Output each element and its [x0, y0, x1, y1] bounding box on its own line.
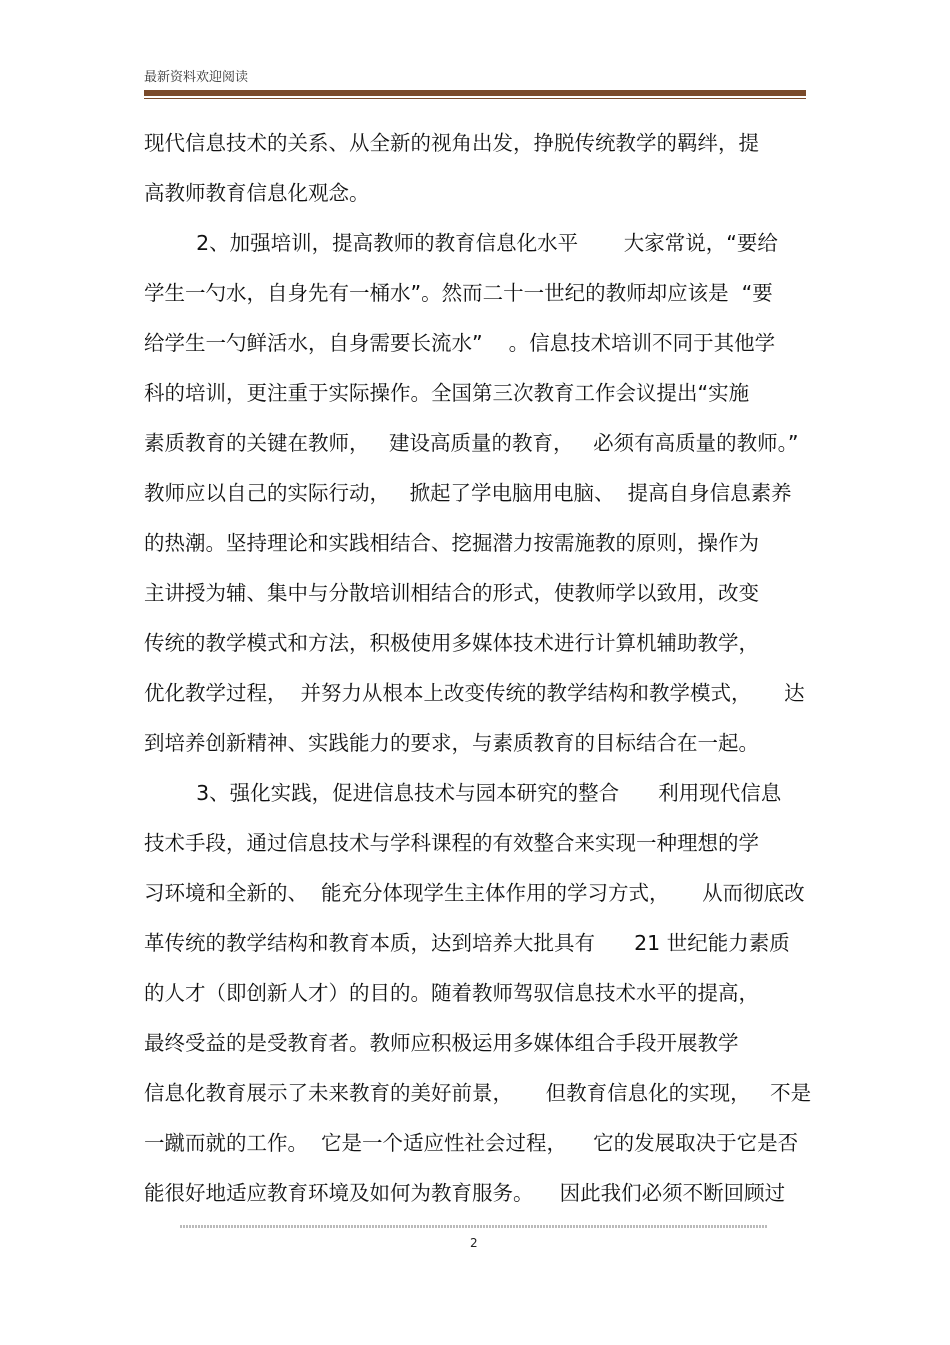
body-line: 主讲授为辅、集中与分散培训相结合的形式，使教师学以致用，改变 — [144, 581, 759, 605]
body-line: 最终受益的是受教育者。教师应积极运用多媒体组合手段开展教学 — [144, 1031, 739, 1055]
body-line: 习环境和全新的、 能充分体现学生主体作用的学习方式， 从而彻底改 — [144, 881, 805, 905]
body-line: 优化教学过程， 并努力从根本上改变传统的教学结构和教学模式， 达 — [144, 681, 805, 705]
body-line: 信息化教育展示了未来教育的美好前景， 但教育信息化的实现， 不是 — [144, 1081, 812, 1105]
body-line: 革传统的教学结构和教育本质，达到培养大批具有 21 世纪能力素质 — [144, 931, 790, 955]
header-text: 最新资料欢迎阅读 — [144, 70, 249, 85]
body-line: 2、加强培训，提高教师的教育信息化水平 大家常说，“要给 — [144, 231, 778, 255]
body-line: 的人才（即创新人才）的目的。随着教师驾驭信息技术水平的提高， — [144, 981, 759, 1005]
body-line: 教师应以自己的实际行动， 掀起了学电脑用电脑、 提高自身信息素养 — [144, 481, 792, 505]
body-line: 现代信息技术的关系、从全新的视角出发，挣脱传统教学的羁绊，提 — [144, 131, 759, 155]
body-line: 一蹴而就的工作。 它是一个适应性社会过程， 它的发展取决于它是否 — [144, 1131, 799, 1155]
body-line: 到培养创新精神、实践能力的要求，与素质教育的目标结合在一起。 — [144, 731, 759, 755]
body-line: 能很好地适应教育环境及如何为教育服务。 因此我们必须不断回顾过 — [144, 1181, 786, 1205]
header-rule — [144, 90, 806, 96]
body-line: 高教师教育信息化观念。 — [144, 181, 370, 205]
body-line: 传统的教学模式和方法，积极使用多媒体技术进行计算机辅助教学， — [144, 631, 759, 655]
footer-rule — [180, 1225, 768, 1228]
body-line: 的热潮。坚持理论和实践相结合、挖掘潜力按需施教的原则，操作为 — [144, 531, 759, 555]
body-line: 3、强化实践，促进信息技术与园本研究的整合 利用现代信息 — [144, 781, 782, 805]
body-line: 给学生一勺鲜活水，自身需要长流水” 。信息技术培训不同于其他学 — [144, 331, 776, 355]
body-line: 素质教育的关键在教师， 建设高质量的教育， 必须有高质量的教师。” — [144, 431, 799, 455]
header-rule-thin — [144, 98, 806, 99]
page-number: 2 — [470, 1236, 478, 1250]
body-line: 技术手段，通过信息技术与学科课程的有效整合来实现一种理想的学 — [144, 831, 759, 855]
body-line: 学生一勺水，自身先有一桶水”。然而二十一世纪的教师却应该是 “要 — [144, 281, 773, 305]
body-line: 科的培训，更注重于实际操作。全国第三次教育工作会议提出“实施 — [144, 381, 750, 405]
